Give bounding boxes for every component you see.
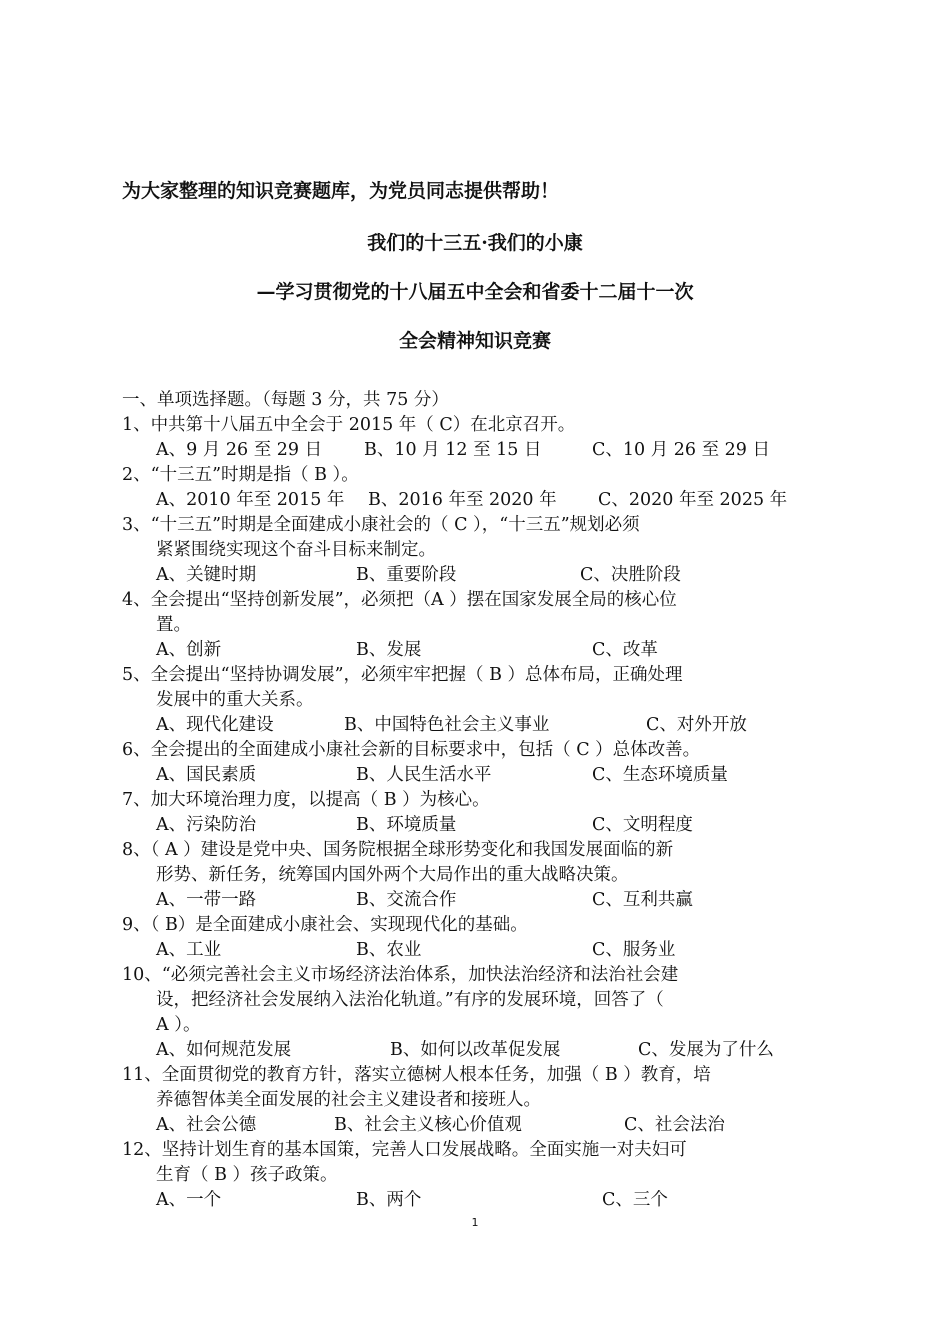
question-12-options xyxy=(122,1188,832,1213)
title-line-1: 我们的十三五·我们的小康 xyxy=(367,232,583,254)
option-b: B、人民生活水平 xyxy=(356,765,492,785)
option-b: B、中国特色社会主义事业 xyxy=(344,715,550,735)
question-4-options xyxy=(122,638,832,663)
option-c: C、发展为了什么 xyxy=(638,1040,774,1060)
question-6-line-1: 6、全会提出的全面建成小康社会新的目标要求中，包括（ C ）总体改善。 xyxy=(122,740,701,760)
option-b: B、两个 xyxy=(356,1190,422,1210)
option-c: C、三个 xyxy=(602,1190,668,1210)
option-b: B、重要阶段 xyxy=(356,565,457,585)
option-c: C、决胜阶段 xyxy=(580,565,681,585)
question-5-line-2: 发展中的重大关系。 xyxy=(156,690,314,710)
question-10-line-3: A ）。 xyxy=(156,1015,201,1035)
question-11-line-2: 养德智体美全面发展的社会主义建设者和接班人。 xyxy=(156,1090,541,1110)
question-9-options xyxy=(122,938,832,963)
question-1-options xyxy=(122,438,832,463)
option-a: A、社会公德 xyxy=(156,1115,257,1135)
question-list xyxy=(122,388,832,1213)
question-11-line-1: 11、全面贯彻党的教育方针，落实立德树人根本任务，加强（ B ）教育，培 xyxy=(122,1065,711,1085)
option-b: B、如何以改革促发展 xyxy=(390,1040,561,1060)
question-2-line-1: 2、“十三五”时期是指（ B ）。 xyxy=(122,465,359,485)
title-line-2: —学习贯彻党的十八届五中全会和省委十二届十一次 xyxy=(256,281,694,303)
option-b: B、2016 年至 2020 年 xyxy=(368,490,557,510)
option-a: A、工业 xyxy=(156,940,222,960)
question-5-options xyxy=(122,713,832,738)
question-2-options xyxy=(122,488,832,513)
option-b: B、农业 xyxy=(356,940,422,960)
title-line-3: 全会精神知识竞赛 xyxy=(398,330,551,352)
option-c: C、服务业 xyxy=(592,940,676,960)
question-5-line-1: 5、全会提出“坚持协调发展”，必须牢牢把握（ B ）总体布局，正确处理 xyxy=(122,665,683,685)
option-c: C、互利共赢 xyxy=(592,890,693,910)
option-a: A、现代化建设 xyxy=(156,715,274,735)
option-c: C、改革 xyxy=(592,640,658,660)
option-b: B、发展 xyxy=(356,640,422,660)
section-heading: 一、单项选择题。（每题 3 分，共 75 分） xyxy=(122,390,449,410)
question-1-line-1: 1、中共第十八届五中全会于 2015 年（ C）在北京召开。 xyxy=(122,415,576,435)
question-12-line-1: 12、坚持计划生育的基本国策，完善人口发展战略。全面实施一对夫妇可 xyxy=(122,1140,687,1160)
option-a: A、如何规范发展 xyxy=(156,1040,292,1060)
option-a: A、关键时期 xyxy=(156,565,257,585)
option-a: A、2010 年至 2015 年 xyxy=(156,490,345,510)
option-b: B、交流合作 xyxy=(356,890,457,910)
question-10-line-1: 10、“必须完善社会主义市场经济法治体系，加快法治经济和法治社会建 xyxy=(122,965,679,985)
question-10-line-2: 设，把经济社会发展纳入法治化轨道。”有序的发展环境，回答了（ xyxy=(156,990,664,1010)
question-4-line-2: 置。 xyxy=(156,615,191,635)
intro-text: 为大家整理的知识竞赛题库，为党员同志提供帮助！ xyxy=(122,180,560,202)
option-c: C、生态环境质量 xyxy=(592,765,728,785)
question-3-options xyxy=(122,563,832,588)
option-b: B、环境质量 xyxy=(356,815,457,835)
question-4-line-1: 4、全会提出“坚持创新发展”，必须把（A ）摆在国家发展全局的核心位 xyxy=(122,590,677,610)
question-10-options xyxy=(122,1038,832,1063)
option-c: C、社会法治 xyxy=(624,1115,725,1135)
option-a: A、9 月 26 至 29 日 xyxy=(156,440,323,460)
option-a: A、污染防治 xyxy=(156,815,257,835)
option-a: A、一带一路 xyxy=(156,890,257,910)
question-7-options xyxy=(122,813,832,838)
option-c: C、对外开放 xyxy=(646,715,747,735)
option-c: C、2020 年至 2025 年 xyxy=(598,490,788,510)
option-c: C、10 月 26 至 29 日 xyxy=(592,440,771,460)
page-number: 1 xyxy=(471,1216,479,1229)
option-a: A、一个 xyxy=(156,1190,222,1210)
question-3-line-1: 3、“十三五”时期是全面建成小康社会的（ C ），“十三五”规划必须 xyxy=(122,515,640,535)
question-7-line-1: 7、加大环境治理力度，以提高（ B ）为核心。 xyxy=(122,790,490,810)
question-11-options xyxy=(122,1113,832,1138)
question-8-options xyxy=(122,888,832,913)
option-b: B、社会主义核心价值观 xyxy=(334,1115,522,1135)
option-a: A、创新 xyxy=(156,640,222,660)
option-b: B、10 月 12 至 15 日 xyxy=(364,440,542,460)
option-a: A、国民素质 xyxy=(156,765,257,785)
question-6-options xyxy=(122,763,832,788)
question-8-line-2: 形势、新任务，统筹国内国外两个大局作出的重大战略决策。 xyxy=(156,865,629,885)
question-8-line-1: 8、（ A ）建设是党中央、国务院根据全球形势变化和我国发展面临的新 xyxy=(122,840,674,860)
option-c: C、文明程度 xyxy=(592,815,693,835)
question-9-line-1: 9、（ B）是全面建成小康社会、实现现代化的基础。 xyxy=(122,915,528,935)
question-12-line-2: 生育（ B ）孩子政策。 xyxy=(156,1165,338,1185)
question-3-line-2: 紧紧围绕实现这个奋斗目标来制定。 xyxy=(156,540,436,560)
